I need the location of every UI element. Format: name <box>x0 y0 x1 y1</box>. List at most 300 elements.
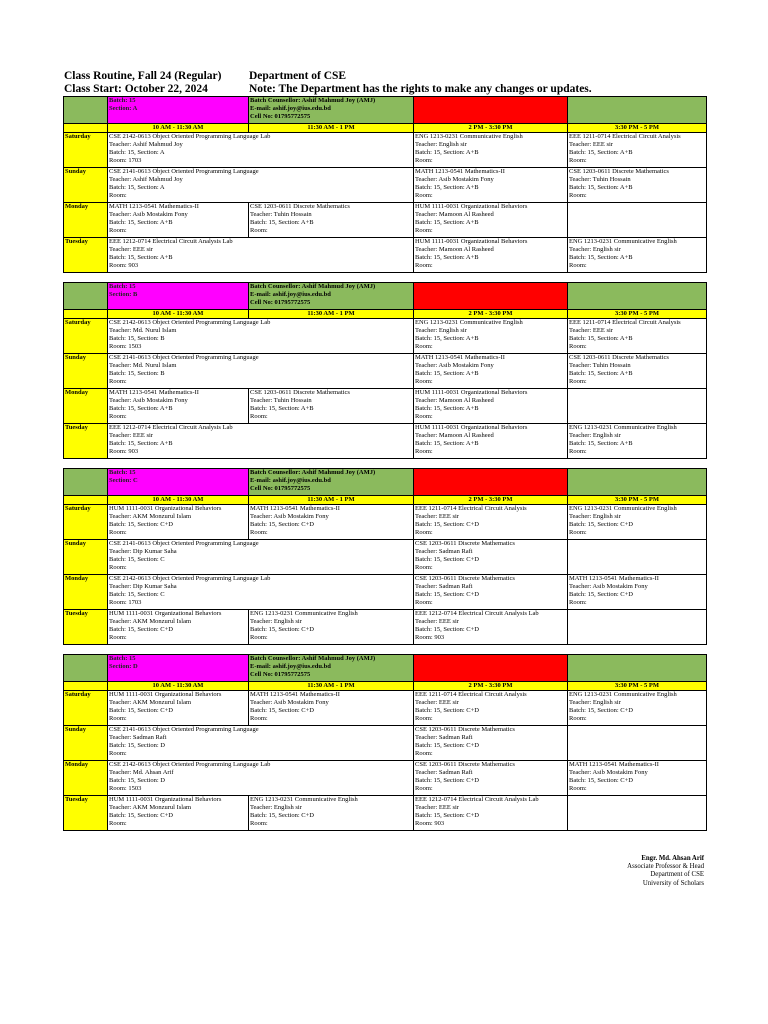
cell-line: MATH 1213-0541 Mathematics-II <box>250 691 340 698</box>
counsellor-email: E-mail: ashif.joy@ius.edu.bd <box>250 105 331 112</box>
break-marker-cell <box>414 655 568 682</box>
cell-line: Teacher: Tuhin Hossain <box>569 362 631 369</box>
counsellor-email: E-mail: ashif.joy@ius.edu.bd <box>250 477 331 484</box>
cell-line: Batch: 15, Section: A <box>109 149 165 156</box>
class-cell <box>108 389 249 424</box>
class-cell <box>568 691 707 726</box>
cell-line: Teacher: English sir <box>569 246 621 253</box>
class-cell <box>414 796 568 831</box>
cell-line: Room: 903 <box>109 262 139 269</box>
time-corner <box>64 124 108 133</box>
batch-label: Batch: 15 <box>109 283 136 290</box>
cell-line: Teacher: Dip Kumar Saha <box>109 583 177 590</box>
cell-line: Teacher: EEE sir <box>109 246 153 253</box>
cell-line: Room: <box>415 343 433 350</box>
cell-line: Batch: 15, Section: A+B <box>415 335 479 342</box>
day-label: Saturday <box>64 319 108 354</box>
cell-line: Batch: 15, Section: A+B <box>109 219 173 226</box>
cell-line: Teacher: Mamoon Al Rasheed <box>415 211 494 218</box>
cell-line: CSE 2142-0613 Object Oriented Programming Language Lab <box>109 319 271 326</box>
cell-line: HUM 1111-0031 Organizational Behaviors <box>109 610 222 617</box>
class-cell <box>414 238 568 273</box>
cell-line: Batch: 15, Section: D <box>109 777 165 784</box>
day-row <box>64 389 707 424</box>
cell-line: Room: <box>250 413 268 420</box>
corner-cell <box>64 655 108 682</box>
cell-line: Batch: 15, Section: C+D <box>250 626 314 633</box>
signatory-department: Department of CSE <box>650 871 704 879</box>
class-cell <box>108 354 414 389</box>
cell-line: Batch: 15, Section: A+B <box>569 254 633 261</box>
cell-line: Teacher: Asib Mostakim Fony <box>415 362 494 369</box>
class-cell <box>414 424 568 459</box>
day-label: Tuesday <box>64 610 108 645</box>
cell-line: Room: <box>569 715 587 722</box>
class-cell <box>414 505 568 540</box>
corner-cell <box>64 469 108 496</box>
counsellor-cell-no: Cell No: 01795772575 <box>250 113 311 120</box>
cell-line: Teacher: EEE sir <box>415 699 459 706</box>
day-row <box>64 691 707 726</box>
batch-section-cell <box>108 283 249 310</box>
cell-line: ENG 1213-0231 Communicative English <box>569 424 677 431</box>
batch-section-cell <box>108 469 249 496</box>
class-cell <box>108 726 414 761</box>
cell-line: Teacher: Sadman Rafi <box>415 734 473 741</box>
cell-line: MATH 1213-0541 Mathematics-II <box>109 203 199 210</box>
day-label: Tuesday <box>64 796 108 831</box>
cell-line: Batch: 15, Section: C+D <box>415 707 479 714</box>
section-table <box>63 468 707 645</box>
cell-line: ENG 1213-0231 Communicative English <box>569 691 677 698</box>
cell-line: MATH 1213-0541 Mathematics-II <box>415 168 505 175</box>
cell-line: Teacher: Sadman Rafi <box>415 548 473 555</box>
department-name: Department of CSE <box>249 70 347 82</box>
cell-line: Batch: 15, Section: C+D <box>415 742 479 749</box>
day-label: Sunday <box>64 726 108 761</box>
cell-line: Batch: 15, Section: C <box>109 556 165 563</box>
signatory-university: University of Scholars <box>642 879 704 887</box>
cell-line: Room: 903 <box>415 820 445 827</box>
time-slot-header: 10 AM - 11:30 AM <box>108 496 249 505</box>
cell-line: ENG 1213-0231 Communicative English <box>415 133 523 140</box>
cell-line: ENG 1213-0231 Communicative English <box>250 610 358 617</box>
time-slot-header: 3:30 PM - 5 PM <box>568 496 707 505</box>
class-cell <box>108 319 414 354</box>
day-label: Sunday <box>64 540 108 575</box>
cell-line: CSE 1203-0611 Discrete Mathematics <box>250 203 350 210</box>
counsellor-cell <box>249 283 414 310</box>
cell-line: Room: <box>109 750 127 757</box>
cell-line: Room: <box>109 564 127 571</box>
cell-line: Teacher: Dip Kumar Saha <box>109 548 177 555</box>
class-cell <box>414 691 568 726</box>
cell-line: ENG 1213-0231 Communicative English <box>250 796 358 803</box>
cell-line: Batch: 15, Section: A+B <box>415 405 479 412</box>
signature-block <box>627 855 704 888</box>
class-cell <box>108 796 249 831</box>
cell-line: Room: <box>569 599 587 606</box>
cell-line: Batch: 15, Section: C+D <box>569 777 633 784</box>
day-label: Saturday <box>64 505 108 540</box>
time-header-row <box>64 682 707 691</box>
cell-line: Teacher: AKM Monzurul Islam <box>109 699 192 706</box>
class-cell <box>568 505 707 540</box>
cell-line: CSE 1203-0611 Discrete Mathematics <box>569 168 669 175</box>
routine-tables <box>63 96 706 840</box>
cell-line: Room: <box>250 820 268 827</box>
time-corner <box>64 496 108 505</box>
day-row <box>64 238 707 273</box>
cell-line: EEE 1211-0714 Electrical Circuit Analysis <box>569 319 681 326</box>
time-slot-header: 10 AM - 11:30 AM <box>108 682 249 691</box>
counsellor-name: Batch Counsellor: Ashif Mahmud Joy (AMJ) <box>250 469 376 476</box>
cell-line: Room: <box>415 448 433 455</box>
cell-line: Teacher: English sir <box>415 141 467 148</box>
cell-line: HUM 1111-0031 Organizational Behaviors <box>415 389 528 396</box>
cell-line: Room: 1703 <box>109 599 142 606</box>
cell-line: Room: 903 <box>109 448 139 455</box>
time-slot-header: 3:30 PM - 5 PM <box>568 682 707 691</box>
class-cell <box>568 203 707 238</box>
counsellor-cell <box>249 469 414 496</box>
section-label: Section: C <box>109 477 138 484</box>
cell-line: Teacher: Asib Mostakim Fony <box>569 769 648 776</box>
cell-line: EEE 1211-0714 Electrical Circuit Analysis <box>569 133 681 140</box>
day-label: Tuesday <box>64 424 108 459</box>
cell-line: Room: 1503 <box>109 343 142 350</box>
cell-line: Room: <box>569 378 587 385</box>
cell-line: Room: <box>415 529 433 536</box>
day-label: Saturday <box>64 133 108 168</box>
counsellor-cell-no: Cell No: 01795772575 <box>250 299 311 306</box>
class-cell <box>249 610 414 645</box>
cell-line: Teacher: Sadman Rafi <box>109 734 167 741</box>
cell-line: Batch: 15, Section: A+B <box>569 440 633 447</box>
cell-line: Teacher: Sadman Rafi <box>415 769 473 776</box>
day-row <box>64 796 707 831</box>
class-cell <box>414 575 568 610</box>
routine-title: Class Routine, Fall 24 (Regular) <box>64 70 222 82</box>
cell-line: HUM 1111-0031 Organizational Behaviors <box>109 505 222 512</box>
time-corner <box>64 682 108 691</box>
time-slot-header: 3:30 PM - 5 PM <box>568 124 707 133</box>
class-cell <box>108 761 414 796</box>
class-cell <box>568 540 707 575</box>
cell-line: Batch: 15, Section: C <box>109 591 165 598</box>
cell-line: Room: <box>569 192 587 199</box>
counsellor-cell <box>249 97 414 124</box>
class-cell <box>414 761 568 796</box>
class-cell <box>568 796 707 831</box>
time-corner <box>64 310 108 319</box>
cell-line: Batch: 15, Section: C+D <box>415 812 479 819</box>
day-row <box>64 726 707 761</box>
cell-line: Teacher: Asib Mostakim Fony <box>250 699 329 706</box>
counsellor-name: Batch Counsellor: Ashif Mahmud Joy (AMJ) <box>250 655 376 662</box>
break-marker-cell <box>414 283 568 310</box>
time-slot-header: 11:30 AM - 1 PM <box>249 124 414 133</box>
day-row <box>64 424 707 459</box>
cell-line: Teacher: EEE sir <box>109 432 153 439</box>
cell-line: Batch: 15, Section: A+B <box>250 405 314 412</box>
cell-line: CSE 1203-0611 Discrete Mathematics <box>569 354 669 361</box>
cell-line: Teacher: English sir <box>415 327 467 334</box>
cell-line: Teacher: Tuhin Hossain <box>250 397 312 404</box>
cell-line: Room: <box>415 715 433 722</box>
cell-line: Room: <box>415 750 433 757</box>
cell-line: CSE 1203-0611 Discrete Mathematics <box>415 726 515 733</box>
time-slot-header: 10 AM - 11:30 AM <box>108 124 249 133</box>
cell-line: Batch: 15, Section: D <box>109 742 165 749</box>
day-row <box>64 761 707 796</box>
class-cell <box>249 796 414 831</box>
cell-line: EEE 1211-0714 Electrical Circuit Analysis <box>415 691 527 698</box>
filler-cell <box>568 469 707 496</box>
class-cell <box>108 424 414 459</box>
day-label: Sunday <box>64 354 108 389</box>
class-cell <box>568 424 707 459</box>
cell-line: Room: <box>569 529 587 536</box>
time-header-row <box>64 124 707 133</box>
class-cell <box>414 610 568 645</box>
cell-line: Batch: 15, Section: C+D <box>415 777 479 784</box>
cell-line: ENG 1213-0231 Communicative English <box>569 505 677 512</box>
cell-line: Batch: 15, Section: A+B <box>569 370 633 377</box>
cell-line: Teacher: Asib Mostakim Fony <box>109 211 188 218</box>
cell-line: Teacher: Asib Mostakim Fony <box>569 583 648 590</box>
class-cell <box>249 505 414 540</box>
cell-line: Batch: 15, Section: C+D <box>415 591 479 598</box>
time-slot-header: 3:30 PM - 5 PM <box>568 310 707 319</box>
cell-line: Batch: 15, Section: A+B <box>109 405 173 412</box>
cell-line: CSE 2141-0613 Object Oriented Programming Language <box>109 168 259 175</box>
counsellor-cell-no: Cell No: 01795772575 <box>250 671 311 678</box>
cell-line: Room: <box>415 262 433 269</box>
day-row <box>64 354 707 389</box>
day-row <box>64 319 707 354</box>
cell-line: Teacher: Md. Nurul Islam <box>109 362 177 369</box>
cell-line: Batch: 15, Section: A+B <box>415 184 479 191</box>
cell-line: MATH 1213-0541 Mathematics-II <box>415 354 505 361</box>
class-cell <box>568 319 707 354</box>
cell-line: HUM 1111-0031 Organizational Behaviors <box>109 796 222 803</box>
class-cell <box>414 133 568 168</box>
time-slot-header: 2 PM - 3:30 PM <box>414 124 568 133</box>
cell-line: Teacher: AKM Monzurul Islam <box>109 804 192 811</box>
break-marker-cell <box>414 469 568 496</box>
cell-line: Batch: 15, Section: A+B <box>415 149 479 156</box>
cell-line: Batch: 15, Section: A+B <box>415 254 479 261</box>
batch-label: Batch: 15 <box>109 469 136 476</box>
cell-line: ENG 1213-0231 Communicative English <box>569 238 677 245</box>
time-header-row <box>64 496 707 505</box>
cell-line: Room: <box>569 262 587 269</box>
cell-line: Batch: 15, Section: C+D <box>415 521 479 528</box>
cell-line: Teacher: English sir <box>569 432 621 439</box>
section-info-row <box>64 97 707 124</box>
batch-section-cell <box>108 655 249 682</box>
cell-line: MATH 1213-0541 Mathematics-II <box>109 389 199 396</box>
cell-line: Batch: 15, Section: C+D <box>109 626 173 633</box>
filler-cell <box>568 283 707 310</box>
cell-line: Room: 1503 <box>109 785 142 792</box>
counsellor-cell <box>249 655 414 682</box>
batch-label: Batch: 15 <box>109 655 136 662</box>
cell-line: CSE 2142-0613 Object Oriented Programming Language Lab <box>109 133 271 140</box>
cell-line: Room: <box>415 785 433 792</box>
class-cell <box>568 133 707 168</box>
cell-line: Teacher: Asib Mostakim Fony <box>415 176 494 183</box>
class-cell <box>414 726 568 761</box>
cell-line: EEE 1212-0714 Electrical Circuit Analysis Lab <box>109 424 233 431</box>
cell-line: Batch: 15, Section: A+B <box>109 440 173 447</box>
class-cell <box>568 168 707 203</box>
cell-line: HUM 1111-0031 Organizational Behaviors <box>109 691 222 698</box>
cell-line: Room: <box>109 529 127 536</box>
day-row <box>64 540 707 575</box>
section-table <box>63 96 707 273</box>
cell-line: Room: <box>569 343 587 350</box>
cell-line: Teacher: EEE sir <box>415 804 459 811</box>
cell-line: Batch: 15, Section: C+D <box>250 707 314 714</box>
cell-line: Batch: 15, Section: C+D <box>569 521 633 528</box>
section-table <box>63 282 707 459</box>
break-marker-cell <box>414 97 568 124</box>
section-info-row <box>64 655 707 682</box>
cell-line: Room: <box>415 227 433 234</box>
document-header <box>64 70 714 96</box>
cell-line: Teacher: EEE sir <box>569 141 613 148</box>
cell-line: EEE 1212-0714 Electrical Circuit Analysis Lab <box>415 796 539 803</box>
cell-line: Room: <box>415 192 433 199</box>
cell-line: CSE 1203-0611 Discrete Mathematics <box>415 761 515 768</box>
header-row-1 <box>64 70 714 83</box>
cell-line: Teacher: Mamoon Al Rasheed <box>415 432 494 439</box>
cell-line: Room: <box>415 378 433 385</box>
cell-line: CSE 1203-0611 Discrete Mathematics <box>415 540 515 547</box>
department-note: Note: The Department has the rights to make any changes or updates. <box>249 83 592 95</box>
cell-line: Teacher: Md. Nurul Islam <box>109 327 177 334</box>
corner-cell <box>64 283 108 310</box>
time-slot-header: 11:30 AM - 1 PM <box>249 310 414 319</box>
cell-line: Batch: 15, Section: A <box>109 184 165 191</box>
time-slot-header: 2 PM - 3:30 PM <box>414 682 568 691</box>
day-row <box>64 505 707 540</box>
section-label: Section: D <box>109 663 138 670</box>
cell-line: Teacher: EEE sir <box>415 618 459 625</box>
class-cell <box>414 168 568 203</box>
cell-line: Batch: 15, Section: A+B <box>569 335 633 342</box>
cell-line: Room: <box>569 448 587 455</box>
cell-line: Batch: 15, Section: C+D <box>569 591 633 598</box>
class-cell <box>108 133 414 168</box>
day-label: Sunday <box>64 168 108 203</box>
cell-line: Teacher: Asib Mostakim Fony <box>250 513 329 520</box>
cell-line: Room: <box>109 634 127 641</box>
day-row <box>64 575 707 610</box>
filler-cell <box>568 655 707 682</box>
cell-line: Batch: 15, Section: C+D <box>109 521 173 528</box>
cell-line: Room: <box>109 413 127 420</box>
cell-line: HUM 1111-0031 Organizational Behaviors <box>415 238 528 245</box>
class-start-date: Class Start: October 22, 2024 <box>64 83 208 95</box>
cell-line: Batch: 15, Section: B <box>109 370 165 377</box>
cell-line: ENG 1213-0231 Communicative English <box>415 319 523 326</box>
day-label: Tuesday <box>64 238 108 273</box>
day-label: Monday <box>64 203 108 238</box>
cell-line: Batch: 15, Section: C+D <box>250 812 314 819</box>
cell-line: Room: <box>569 157 587 164</box>
section-info-row <box>64 283 707 310</box>
cell-line: Room: <box>415 157 433 164</box>
cell-line: Room: 903 <box>415 634 445 641</box>
class-cell <box>108 505 249 540</box>
cell-line: Batch: 15, Section: C+D <box>250 521 314 528</box>
cell-line: EEE 1211-0714 Electrical Circuit Analysis <box>415 505 527 512</box>
class-cell <box>568 238 707 273</box>
batch-section-cell <box>108 97 249 124</box>
cell-line: MATH 1213-0541 Mathematics-II <box>569 575 659 582</box>
class-cell <box>108 691 249 726</box>
cell-line: EEE 1212-0714 Electrical Circuit Analysis Lab <box>109 238 233 245</box>
cell-line: Room: <box>109 192 127 199</box>
cell-line: Teacher: Tuhin Hossain <box>569 176 631 183</box>
class-cell <box>414 354 568 389</box>
time-slot-header: 2 PM - 3:30 PM <box>414 496 568 505</box>
cell-line: Teacher: Asib Mostakim Fony <box>109 397 188 404</box>
cell-line: Batch: 15, Section: A+B <box>415 440 479 447</box>
counsellor-name: Batch Counsellor: Ashif Mahmud Joy (AMJ) <box>250 97 376 104</box>
day-label: Monday <box>64 575 108 610</box>
class-cell <box>249 691 414 726</box>
cell-line: Room: <box>250 715 268 722</box>
cell-line: CSE 1203-0611 Discrete Mathematics <box>415 575 515 582</box>
filler-cell <box>568 97 707 124</box>
cell-line: Teacher: Mamoon Al Rasheed <box>415 246 494 253</box>
signatory-title: Associate Professor & Head <box>627 863 704 871</box>
cell-line: HUM 1111-0031 Organizational Behaviors <box>415 203 528 210</box>
class-cell <box>414 540 568 575</box>
cell-line: Teacher: EEE sir <box>569 327 613 334</box>
cell-line: Batch: 15, Section: A+B <box>569 184 633 191</box>
class-cell <box>108 610 249 645</box>
cell-line: Teacher: Md. Ahsan Arif <box>109 769 174 776</box>
cell-line: Batch: 15, Section: A+B <box>109 254 173 261</box>
day-row <box>64 203 707 238</box>
cell-line: Teacher: English sir <box>569 513 621 520</box>
section-label: Section: A <box>109 105 138 112</box>
cell-line: Teacher: English sir <box>569 699 621 706</box>
cell-line: CSE 2141-0613 Object Oriented Programming Language <box>109 354 259 361</box>
class-cell <box>414 319 568 354</box>
day-row <box>64 168 707 203</box>
cell-line: Batch: 15, Section: A+B <box>569 149 633 156</box>
class-cell <box>414 203 568 238</box>
cell-line: Teacher: Sadman Rafi <box>415 583 473 590</box>
time-slot-header: 10 AM - 11:30 AM <box>108 310 249 319</box>
class-cell <box>249 389 414 424</box>
day-row <box>64 133 707 168</box>
cell-line: Teacher: English sir <box>250 804 302 811</box>
class-cell <box>108 238 414 273</box>
cell-line: MATH 1213-0541 Mathematics-II <box>569 761 659 768</box>
cell-line: Teacher: EEE sir <box>415 513 459 520</box>
section-label: Section: B <box>109 291 138 298</box>
cell-line: Teacher: Tuhin Hossain <box>250 211 312 218</box>
counsellor-email: E-mail: ashif.joy@ius.edu.bd <box>250 291 331 298</box>
cell-line: Teacher: AKM Monzurul Islam <box>109 618 192 625</box>
